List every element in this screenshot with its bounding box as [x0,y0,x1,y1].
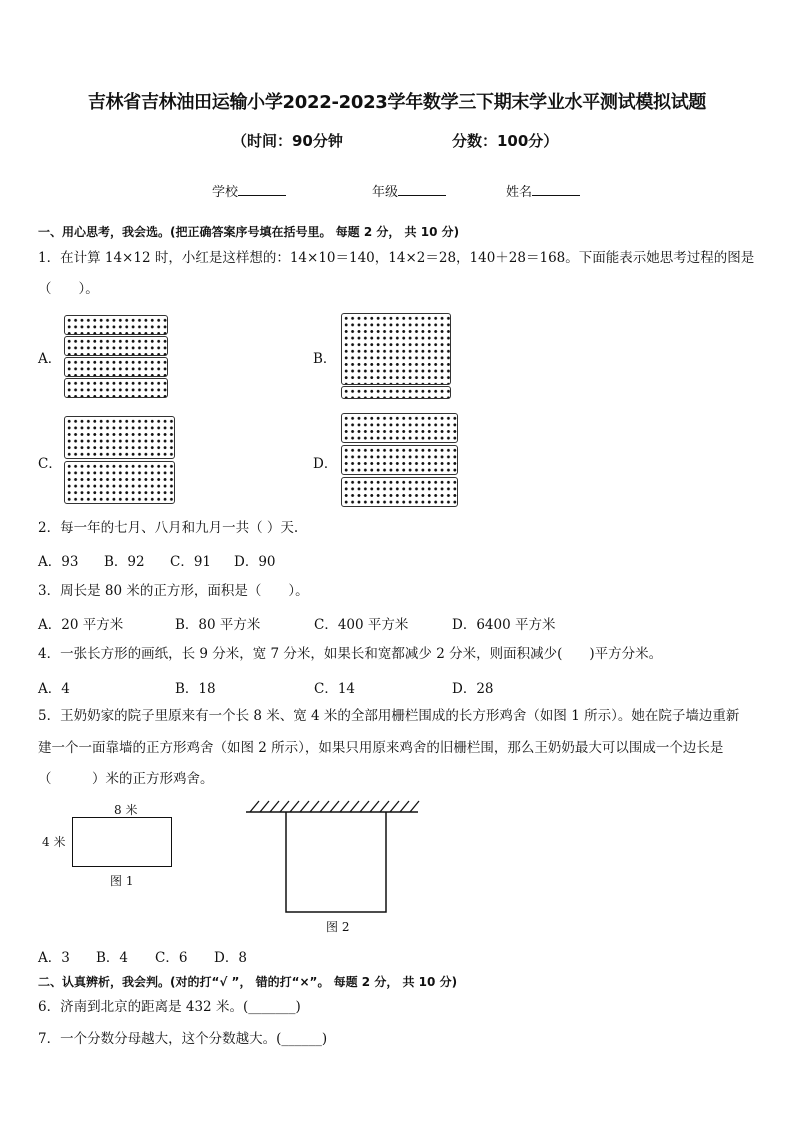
q3-option-b: B．80 平方米 [175,617,261,633]
grade-field [372,181,446,200]
question-4: 4．一张长方形的画纸，长 9 分米，宽 7 分米，如果长和宽都减少 2 分米，则面积减少( )平方分米。 [38,646,663,662]
grade-blank [398,181,446,196]
question-3: 3．周长是 80 米的正方形，面积是（ ）。 [38,583,309,599]
question-1-line2: （ ）。 [38,281,99,297]
fig1-length-label: 8 米 [114,803,138,817]
q2-option-a: A．93 [38,554,79,570]
q4-option-d: D．28 [452,681,494,697]
fig2-wall-hatching [250,801,419,812]
school-blank [238,181,286,196]
q2-option-d: D．90 [234,554,276,570]
q1-d-dot-block-2 [341,445,458,475]
fig2-wall-square [246,798,422,916]
school-field [212,181,286,200]
q1-d-dot-block-3 [341,477,458,507]
name-blank [532,181,580,196]
q1-a-dot-row-1 [64,315,168,335]
q1-c-dot-block-1 [64,416,175,459]
question-6: 6．济南到北京的距离是 432 米。(_______) [38,999,301,1015]
q4-option-a: A．4 [38,681,70,697]
question-5-line2: 建一个一面靠墙的正方形鸡舍（如图 2 所示），如果只用原来鸡舍的旧栅栏围，那么王奶奶最大可以围成一个边长是 [38,740,724,756]
q1-b-dot-block-small [341,386,451,399]
q3-option-c: C．400 平方米 [314,617,409,633]
fig1-rectangle [72,817,172,867]
q2-option-c: C．91 [170,554,212,570]
fig1-width-label: 4 米 [42,835,66,849]
fig2-square-fence [286,812,386,912]
q1-a-dot-row-3 [64,357,168,377]
q1-option-c-label: C． [38,456,62,472]
fig2-caption: 图 2 [326,920,350,934]
q2-option-b: B．92 [104,554,145,570]
q1-option-d-label: D． [313,456,338,472]
q3-option-a: A．20 平方米 [38,617,124,633]
name-label: 姓名 [506,185,533,200]
q5-option-d: D．8 [214,950,247,966]
q5-option-c: C．6 [155,950,188,966]
school-label: 学校 [212,185,239,200]
q3-option-d: D．6400 平方米 [452,617,556,633]
exam-score: 分数：100分） [452,132,559,150]
q1-option-b-label: B． [313,351,337,367]
q4-option-b: B．18 [175,681,216,697]
question-7: 7．一个分数分母越大，这个分数越大。(______) [38,1031,328,1047]
name-field [506,181,580,200]
question-1-line1: 1．在计算 14×12 时，小红是这样想的：14×10＝140，14×2＝28，140＋28＝168。下面能表示她思考过程的图是 [38,250,755,266]
question-5-line3: （ ）米的正方形鸡舍。 [38,771,214,787]
q5-option-b: B．4 [96,950,129,966]
question-2: 2．每一年的七月、八月和九月一共（ ）天. [38,520,299,536]
q5-option-a: A．3 [38,950,70,966]
section-2-heading: 二、认真辨析，我会判。(对的打“√ ”， 错的打“×”。 每题 2 分， 共 10 分) [38,975,458,989]
q1-a-dot-row-2 [64,336,168,356]
exam-time: （时间：90分钟 [232,132,343,150]
question-5-line1: 5．王奶奶家的院子里原来有一个长 8 米、宽 4 米的全部用栅栏围成的长方形鸡舍（如图 1 所示）。她在院子墙边重新 [38,708,740,724]
q1-option-a-label: A． [38,351,62,367]
q1-b-dot-block-large [341,313,451,385]
q4-option-c: C．14 [314,681,356,697]
page-title: 吉林省吉林油田运输小学2022-2023学年数学三下期末学业水平测试模拟试题 [87,92,707,113]
section-1-heading: 一、用心思考，我会选。(把正确答案序号填在括号里。 每题 2 分， 共 10 分) [38,225,460,239]
q1-c-dot-block-2 [64,461,175,504]
grade-label: 年级 [372,185,399,200]
fig1-caption: 图 1 [110,874,134,888]
q1-d-dot-block-1 [341,413,458,443]
q1-a-dot-row-4 [64,378,168,398]
